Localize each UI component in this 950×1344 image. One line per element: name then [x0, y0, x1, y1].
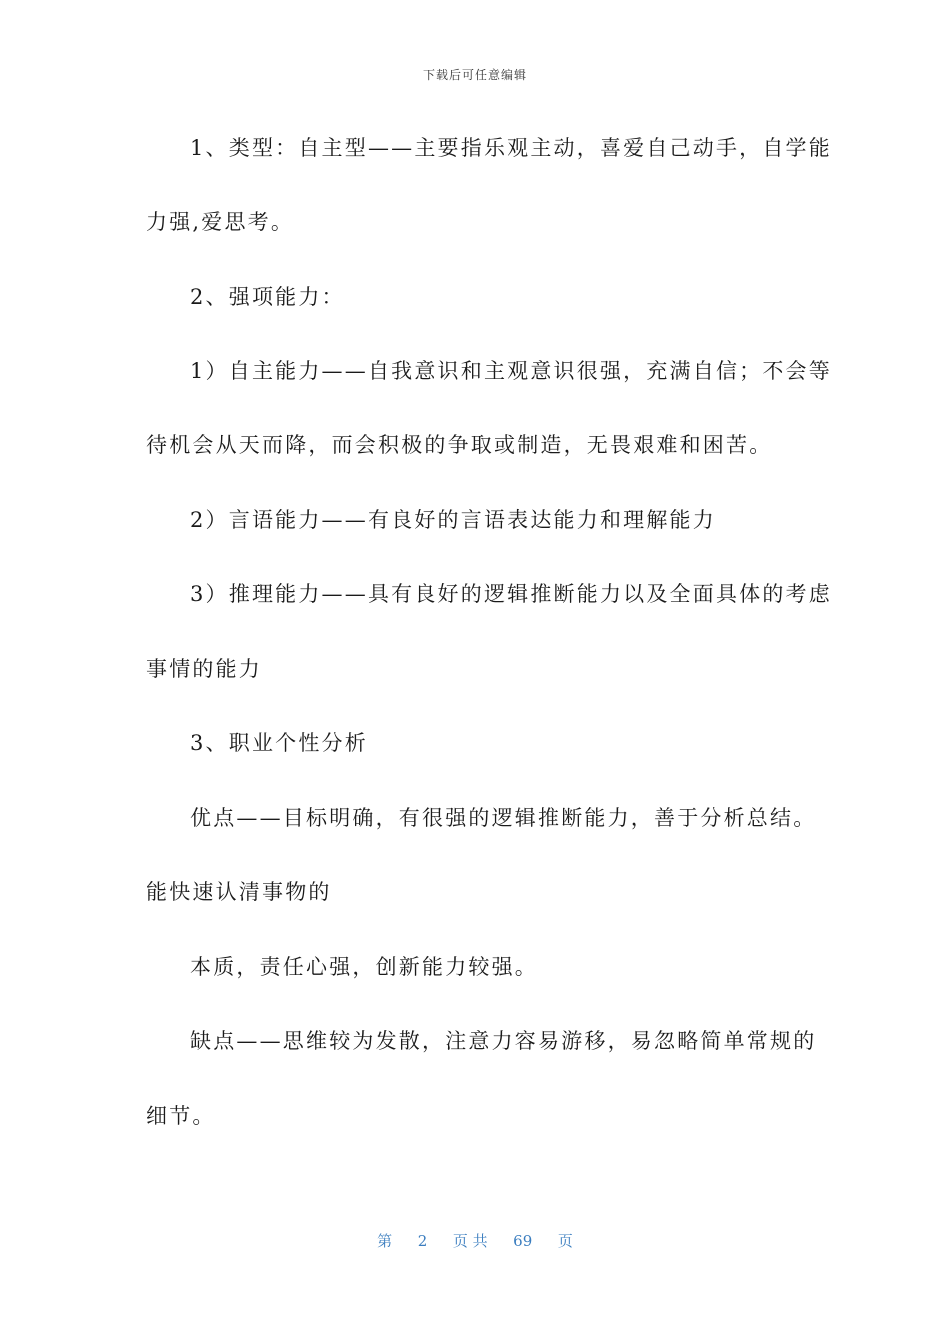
total-page-count: 69: [513, 1232, 533, 1250]
paragraph-line: 事情的能力: [146, 657, 262, 681]
paragraph-line: 能快速认清事物的: [146, 880, 332, 904]
paragraph-line: 1）自主能力——自我意识和主观意识很强，充满自信；不会等: [190, 359, 832, 383]
paragraph-line: 3）推理能力——具有良好的逻辑推断能力以及全面具体的考虑: [190, 582, 832, 606]
paragraph-line: 本质，责任心强，创新能力较强。: [190, 955, 538, 979]
paragraph-line: 细节。: [146, 1104, 216, 1128]
footer-prefix: 第: [377, 1232, 393, 1250]
footer-suffix: 页: [557, 1232, 573, 1250]
page-footer: [0, 1230, 950, 1251]
paragraph-line: 优点——目标明确，有很强的逻辑推断能力，善于分析总结。: [190, 806, 817, 830]
footer-mid: 页 共: [452, 1232, 488, 1250]
paragraph-line: 2、强项能力：: [190, 285, 345, 309]
paragraph-line: 力强,爱思考。: [146, 210, 295, 234]
current-page-number: 2: [417, 1232, 428, 1250]
paragraph-line: 缺点——思维较为发散，注意力容易游移，易忽略简单常规的: [190, 1029, 817, 1053]
paragraph-line: 2）言语能力——有良好的言语表达能力和理解能力: [190, 508, 716, 532]
paragraph-line: 待机会从天而降，而会积极的争取或制造，无畏艰难和困苦。: [146, 433, 773, 457]
header-note: 下载后可任意编辑: [422, 68, 527, 82]
paragraph-line: 3、职业个性分析: [190, 731, 368, 755]
paragraph-line: 1、类型：自主型——主要指乐观主动，喜爱自己动手，自学能: [190, 136, 832, 160]
